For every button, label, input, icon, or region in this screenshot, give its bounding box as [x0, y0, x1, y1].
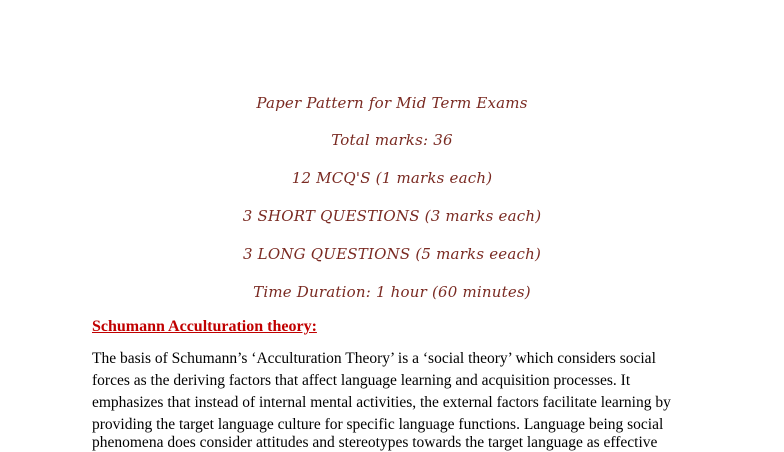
paragraph-line: phenomena does consider attitudes and stereotypes towards the target language as effective [92, 434, 658, 451]
section-heading: Schumann Acculturation theory: [92, 318, 317, 335]
long-questions-line: 3 LONG QUESTIONS (5 marks eeach) [242, 245, 542, 263]
mcq-line: 12 MCQ'S (1 marks each) [291, 169, 493, 187]
short-questions-line: 3 SHORT QUESTIONS (3 marks each) [242, 207, 542, 225]
paragraph-line: emphasizes that instead of internal mental activities, the external factors facilitate learning by [92, 394, 671, 411]
paragraph-line: The basis of Schumann’s ‘Acculturation Theory’ is a ‘social theory’ which considers social [92, 350, 656, 367]
total-marks-line: Total marks: 36 [331, 131, 453, 149]
exam-pattern-title: Paper Pattern for Mid Term Exams [256, 94, 528, 112]
time-duration-line: Time Duration: 1 hour (60 minutes) [253, 283, 531, 301]
paragraph-line: providing the target language culture for specific language functions. Language being social [92, 416, 664, 433]
paragraph-line: forces as the deriving factors that affect language learning and acquisition processes. It [92, 372, 631, 389]
